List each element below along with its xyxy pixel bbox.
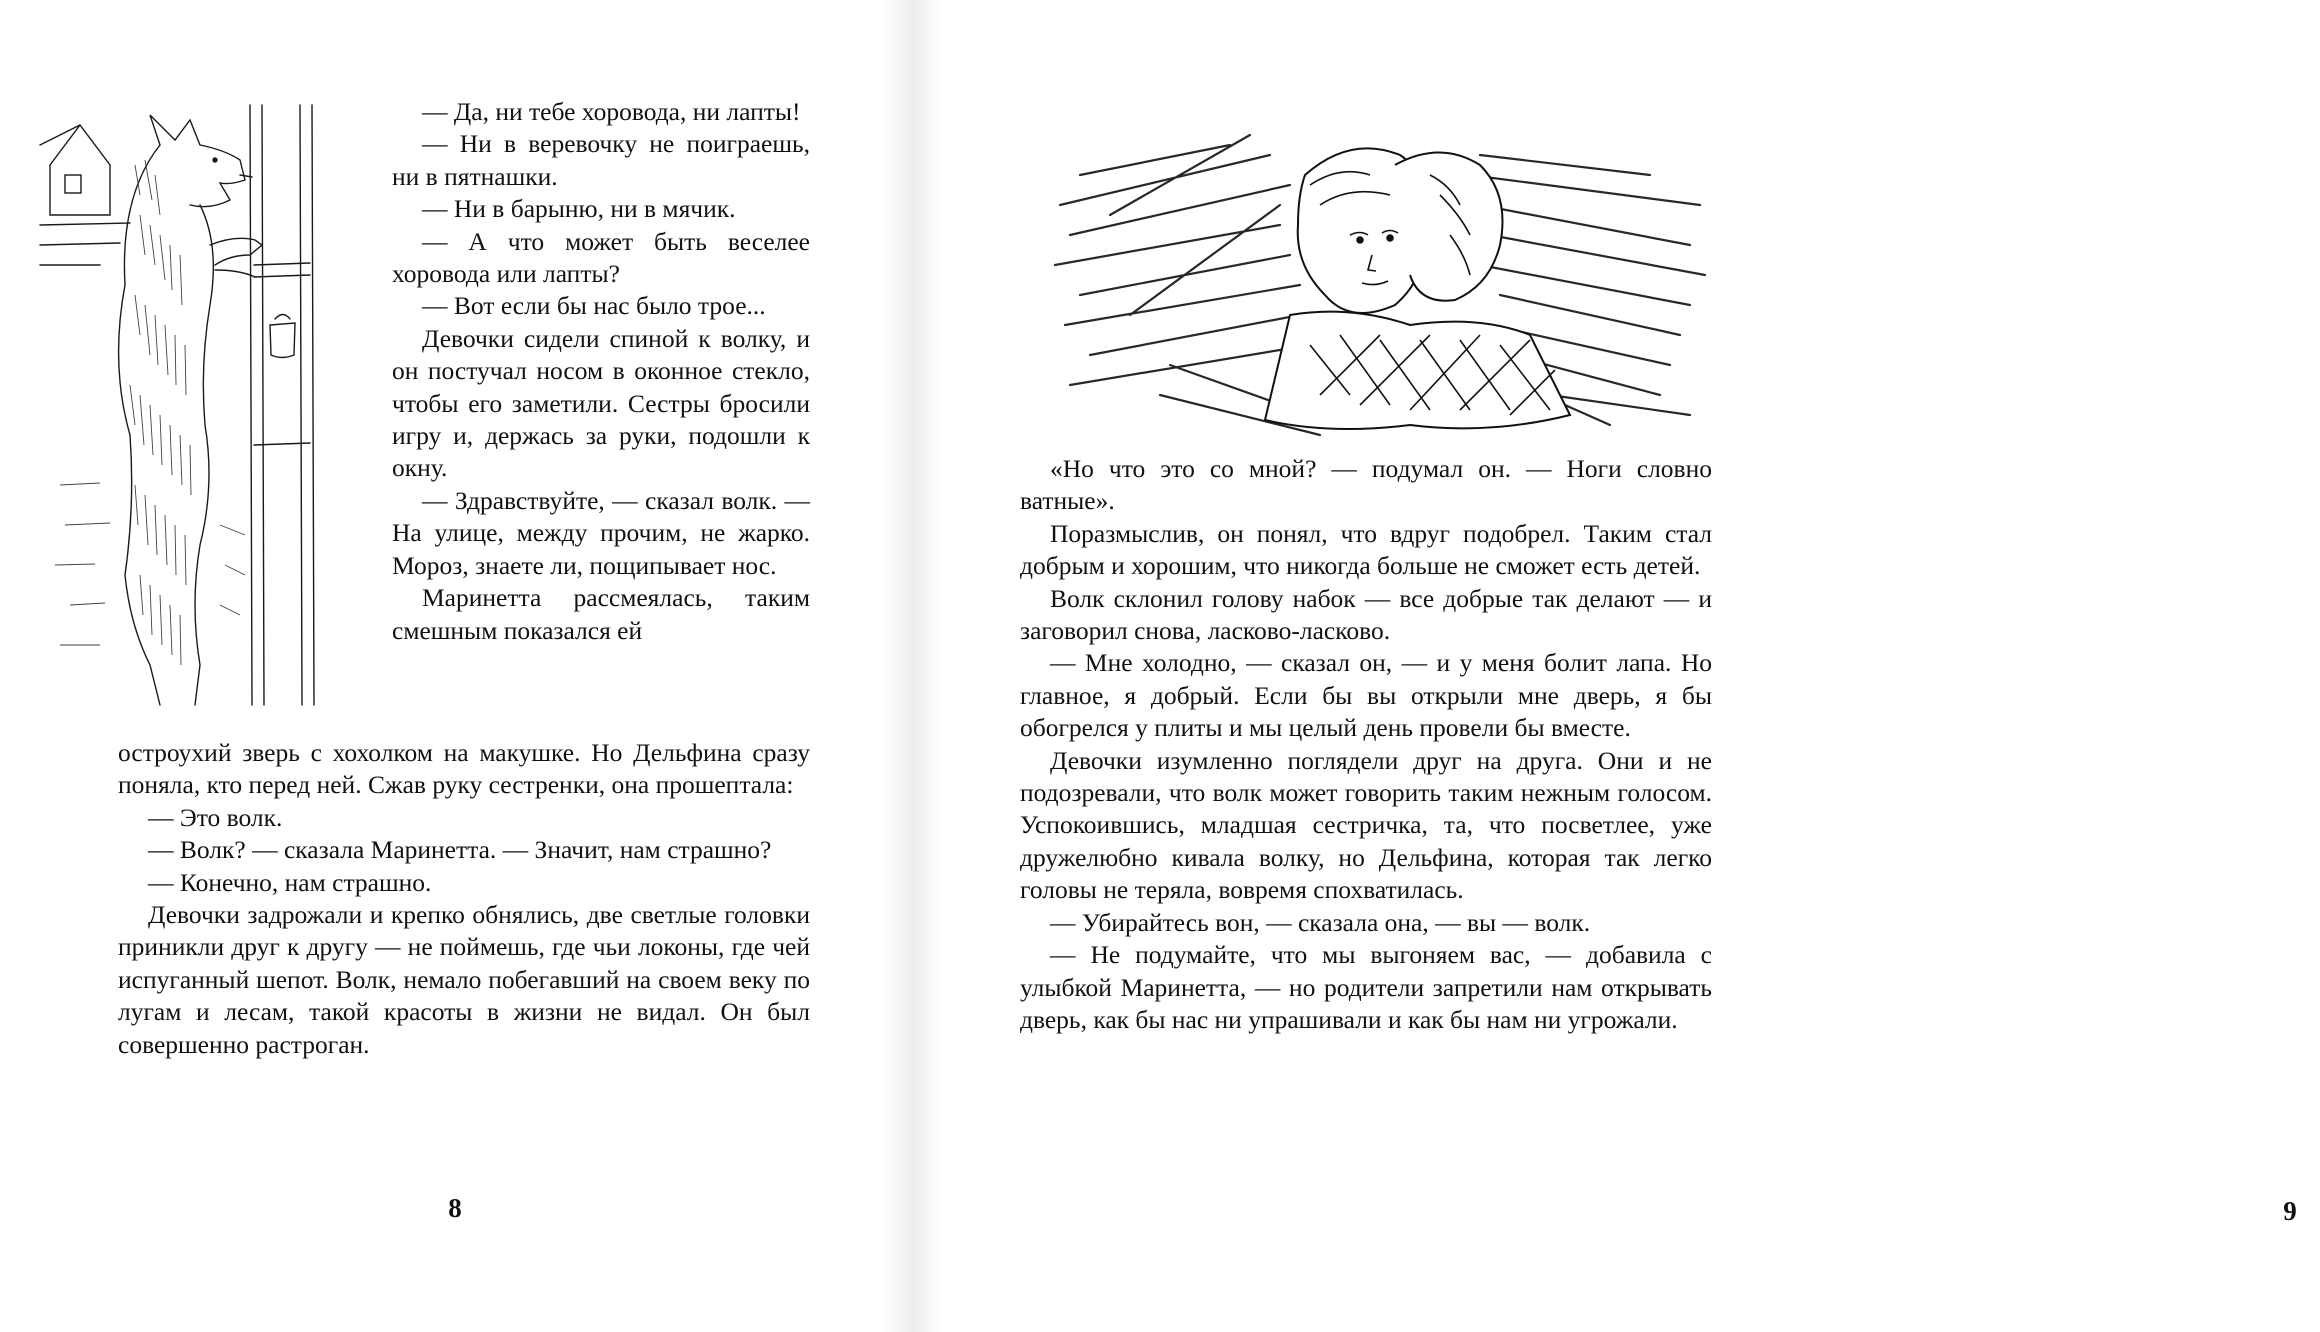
- paragraph: — Здравствуйте, — сказал волк. — На улице, между прочим, не жарко. Мороз, знаете ли, пощипывает нос.: [392, 485, 810, 580]
- page-number: 9: [2283, 1196, 2297, 1226]
- paragraph: — Вот если бы нас было трое...: [422, 291, 766, 321]
- page-number: 8: [448, 1193, 462, 1223]
- paragraph: — Мне холодно, — сказал он, — и у меня болит лапа. Но главное, я добрый. Если бы вы открыли мне дверь, я бы обогрелся у плиты и мы целый день провели бы вместе.: [1020, 648, 1712, 743]
- paragraph: Поразмыслив, он понял, что вдруг подобрел. Таким стал добрым и хорошим, что никогда больше не сможет есть детей.: [1020, 518, 1712, 581]
- paragraph: — Волк? — сказала Маринетта. — Значит, нам страшно?: [148, 835, 772, 865]
- paragraph: — Ни в веревочку не поиграешь, ни в пятнашки.: [392, 129, 810, 191]
- paragraph: — А что может быть веселее хоровода или лапты?: [392, 226, 810, 289]
- right-page: [920, 0, 2297, 1332]
- paragraph: Маринетта рассмеялась, таким смешным показался ей: [392, 583, 810, 645]
- paragraph: — Не подумайте, что мы выгоняем вас, — добавила с улыбкой Маринетта, — но родители запретили нам открывать дверь, как бы нас ни упрашивали и как бы нам ни угрожали.: [1020, 940, 1712, 1034]
- left-page: [0, 0, 900, 1332]
- left-lower-text: [118, 737, 810, 1061]
- paragraph: — Да, ни тебе хоровода, ни лапты!: [422, 97, 801, 126]
- paragraph: Девочки изумленно поглядели друг на друга. Они и не подозревали, что волк может говорить таким нежным голосом. Успокоившись, младшая сестричка, та, что посветлее, уже дружелюбно кивала волку, но Дельфина, которая так легко головы не теряла, вовремя спохватилась.: [1020, 745, 1712, 905]
- paragraph: Девочки сидели спиной к волку, и он постучал носом в оконное стекло, чтобы его заметили. Сестры бросили игру и, держась за руки, подошли к окну.: [392, 323, 810, 483]
- paragraph: «Но что это со мной? — подумал он. — Ноги словно ватные».: [1020, 454, 1712, 516]
- paragraph: Волк склонил голову набок — все добрые так делают — и заговорил снова, ласково-ласково.: [1020, 583, 1712, 646]
- paragraph: Девочки задрожали и крепко обнялись, две светлые головки приникли друг к другу — не поймешь, где чьи локоны, где чей испуганный шепот. Волк, немало побегавший на своем веку по лугам и лесам, такой красоты в жизни не видал. Он был совершенно растроган.: [118, 900, 810, 1059]
- left-upper-text: [392, 96, 810, 647]
- right-page-text: [1020, 453, 1712, 1036]
- paragraph: — Это волк.: [148, 802, 283, 832]
- hugging-girls-illustration: [1050, 115, 1710, 445]
- wolf-at-window-illustration: [40, 105, 375, 715]
- paragraph: — Ни в барыню, ни в мячик.: [422, 194, 736, 224]
- paragraph: — Конечно, нам страшно.: [148, 867, 432, 897]
- paragraph: — Убирайтесь вон, — сказала она, — вы — волк.: [1050, 907, 1591, 937]
- paragraph: остроухий зверь с хохолком на макушке. Но Дельфина сразу поняла, кто перед ней. Сжав руку сестренки, она прошептала:: [118, 738, 810, 800]
